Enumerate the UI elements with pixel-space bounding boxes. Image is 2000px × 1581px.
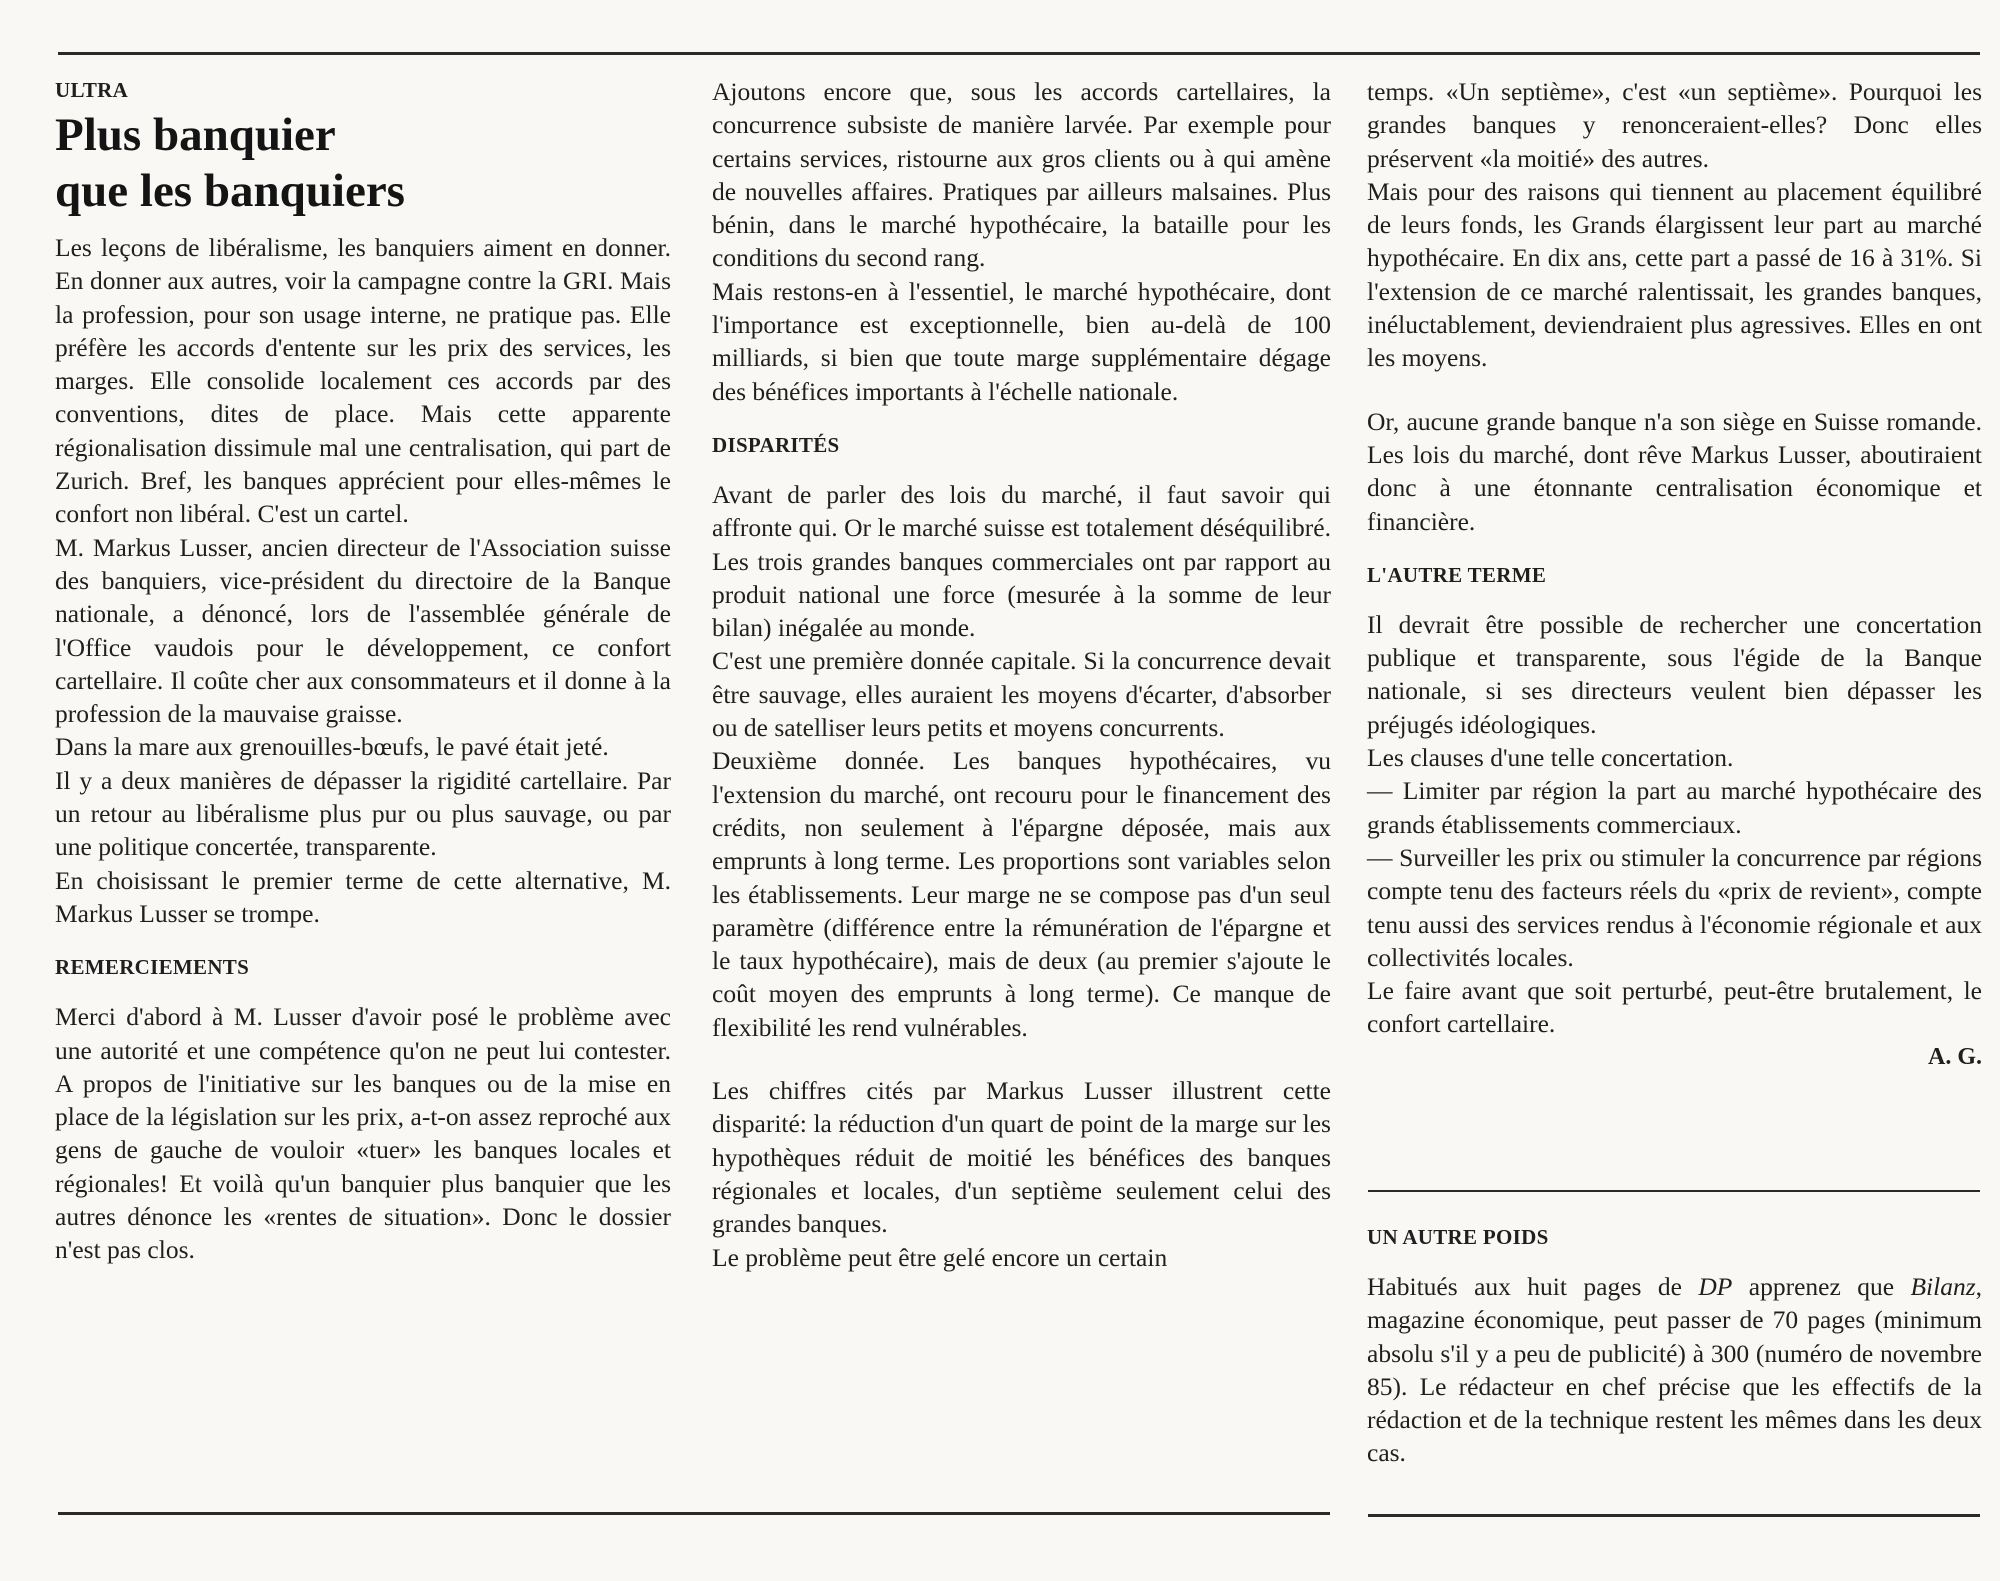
paragraph: Avant de parler des lois du marché, il faut savoir qui affronte qui. Or le marché suisse est totalement déséquilibré. Les trois grandes banques commerciales ont par rapport au produit national une force (mesurée à la somme de leur bilan) inégalée au monde. bbox=[712, 479, 1331, 643]
sidebar-paragraph bbox=[1367, 1270, 1982, 1470]
subheading-autre-terme: L'AUTRE TERME bbox=[1367, 562, 1547, 587]
sidebar-title: UN AUTRE POIDS bbox=[1367, 1225, 1549, 1249]
paragraph: C'est une première donnée capitale. Si la concurrence devait être sauvage, elles auraient les moyens d'écarter, d'absorber ou de satelliser leurs petits et moyens concurrents. bbox=[712, 646, 1331, 743]
bottom-rule-left bbox=[58, 1512, 1330, 1515]
headline-line-2: que les banquiers bbox=[55, 165, 405, 217]
sidebar-top-rule bbox=[1368, 1190, 1980, 1192]
sidebar-text-bilanz: Bilanz bbox=[1910, 1272, 1976, 1301]
sidebar-text-1: Habitués aux huit pages de bbox=[1367, 1272, 1699, 1301]
subheading-remerciements: REMERCIEMENTS bbox=[55, 955, 250, 980]
author-signature: A. G. bbox=[1928, 1043, 1982, 1070]
paragraph: — Surveiller les prix ou stimuler la concurrence par régions compte tenu des facteurs réels du «prix de revient», compte tenu aussi des services rendus à l'économie régionale et aux collectivités locales. bbox=[1367, 842, 1982, 972]
paragraph: M. Markus Lusser, ancien directeur de l'Association suisse des banquiers, vice-président du directoire de la Banque nationale, a dénoncé, lors de l'assemblée générale de l'Office vaudois pour le développement, ce confort cartellaire. Il coûte cher aux consommateurs et il donne à la profession de la mauvaise graisse. bbox=[55, 532, 671, 729]
paragraph: En choisissant le premier terme de cette alternative, M. Markus Lusser se trompe. bbox=[55, 865, 671, 928]
sidebar-box bbox=[1367, 1222, 1982, 1470]
sidebar-text-dp: DP bbox=[1698, 1272, 1733, 1301]
paragraph: Il y a deux manières de dépasser la rigidité cartellaire. Par un retour au libéralisme plus pur ou plus sauvage, ou par une politique concertée, transparente. bbox=[55, 765, 671, 862]
column-2 bbox=[712, 75, 1331, 1274]
paragraph: Dans la mare aux grenouilles-bœufs, le pavé était jeté. bbox=[55, 732, 609, 762]
paragraph: Mais pour des raisons qui tiennent au placement équilibré de leurs fonds, les Grands élargissent leur part au marché hypothécaire. En dix ans, cette part a passé de 16 à 31%. Si l'extension de ce marché ralentissait, les grandes banques, inéluctablement, deviendraient plus agressives. Elles en ont les moyens. bbox=[1367, 176, 1982, 373]
paragraph: Deuxième donnée. Les banques hypothécaires, vu l'extension du marché, ont recouru pour le financement des crédits, non seulement à l'épargne déposée, mais aux emprunts à long terme. Les proportions sont variables selon les établissements. Leur marge ne se compose pas d'un seul paramètre (différence entre la rémunération de l'épargne et le taux hypothécaire), mais de deux (au premier s'ajoute le coût moyen des emprunts à long terme). Ce manque de flexibilité les rend vulnérables. bbox=[712, 746, 1331, 1042]
paragraph: Ajoutons encore que, sous les accords cartellaires, la concurrence subsiste de manière larvée. Par exemple pour certains services, ristourne aux gros clients ou à qui amène de nouvelles affaires. Pratiques par ailleurs malsaines. Plus bénin, dans le marché hypothécaire, la bataille pour les conditions du second rang. bbox=[712, 77, 1331, 273]
article-kicker: ULTRA bbox=[55, 78, 129, 102]
article-headline bbox=[55, 107, 671, 219]
paragraph: — Limiter par région la part au marché hypothécaire des grands établissements commerciaux. bbox=[1367, 776, 1982, 839]
paragraph: Il devrait être possible de rechercher une concertation publique et transparente, sous l'égide de la Banque nationale, si ses directeurs veulent bien dépasser les préjugés idéologiques. bbox=[1367, 609, 1982, 739]
paragraph: Les chiffres cités par Markus Lusser illustrent cette disparité: la réduction d'un quart de point de la marge sur les hypothèques réduit de moitié les bénéfices des banques régionales et locales, d'un septième seulement celui des grandes banques. bbox=[712, 1076, 1331, 1239]
sidebar-text-5: , magazine économique, peut passer de 70 pages (minimum absolu s'il y a peu de publicité) à 300 (numéro de novembre 85). Le rédacteur en chef précise que les effectifs de la rédaction et de la technique restent les mêmes dans les deux cas. bbox=[1367, 1272, 1982, 1468]
headline-line-1: Plus banquier bbox=[55, 109, 336, 161]
column-1 bbox=[55, 75, 671, 1267]
paragraph: Mais restons-en à l'essentiel, le marché hypothécaire, dont l'importance est exceptionnelle, bien au-delà de 100 milliards, si bien que toute marge supplémentaire dégage des bénéfices importants à l'échelle nationale. bbox=[712, 276, 1331, 406]
paragraph-gap bbox=[1367, 375, 1982, 405]
sidebar-text-3: apprenez que bbox=[1732, 1272, 1911, 1301]
paragraph: temps. «Un septième», c'est «un septième». Pourquoi les grandes banques y renonceraient-elles? Donc elles préservent «la moitié» des autres. bbox=[1367, 77, 1982, 173]
subheading-disparites: DISPARITÉS bbox=[712, 432, 840, 457]
bottom-rule-right bbox=[1368, 1514, 1980, 1517]
paragraph: Merci d'abord à M. Lusser d'avoir posé le problème avec une autorité et une compétence qu'on ne peut lui contester. A propos de l'initiative sur les banques ou de la mise en place de la législation sur les prix, a-t-on assez reproché aux gens de gauche de vouloir «tuer» les banques locales et régionales! Et voilà qu'un banquier plus banquier que les autres dénonce les «rentes de situation». Donc le dossier n'est pas clos. bbox=[55, 1002, 671, 1265]
top-rule bbox=[58, 52, 1980, 55]
paragraph: Le problème peut être gelé encore un certain bbox=[712, 1242, 1168, 1272]
column-3 bbox=[1367, 75, 1982, 1074]
paragraph: Les leçons de libéralisme, les banquiers aiment en donner. En donner aux autres, voir la campagne contre la GRI. Mais la profession, pour son usage interne, ne pratique pas. Elle préfère les accords d'entente sur les prix des services, les marges. Elle consolide localement ces accords par des conventions, dites de place. Mais cette apparente régionalisation dissimule mal une centralisation, qui part de Zurich. Bref, les banques apprécient pour elles-mêmes le confort non libéral. C'est un cartel. bbox=[55, 233, 671, 529]
paragraph: Or, aucune grande banque n'a son siège en Suisse romande. Les lois du marché, dont rêve Markus Lusser, aboutiraient donc à une étonnante centralisation économique et financière. bbox=[1367, 406, 1982, 536]
paragraph: Le faire avant que soit perturbé, peut-être brutalement, le confort cartellaire. bbox=[1367, 976, 1982, 1039]
paragraph-gap bbox=[712, 1044, 1331, 1074]
paragraph: Les clauses d'une telle concertation. bbox=[1367, 743, 1734, 773]
